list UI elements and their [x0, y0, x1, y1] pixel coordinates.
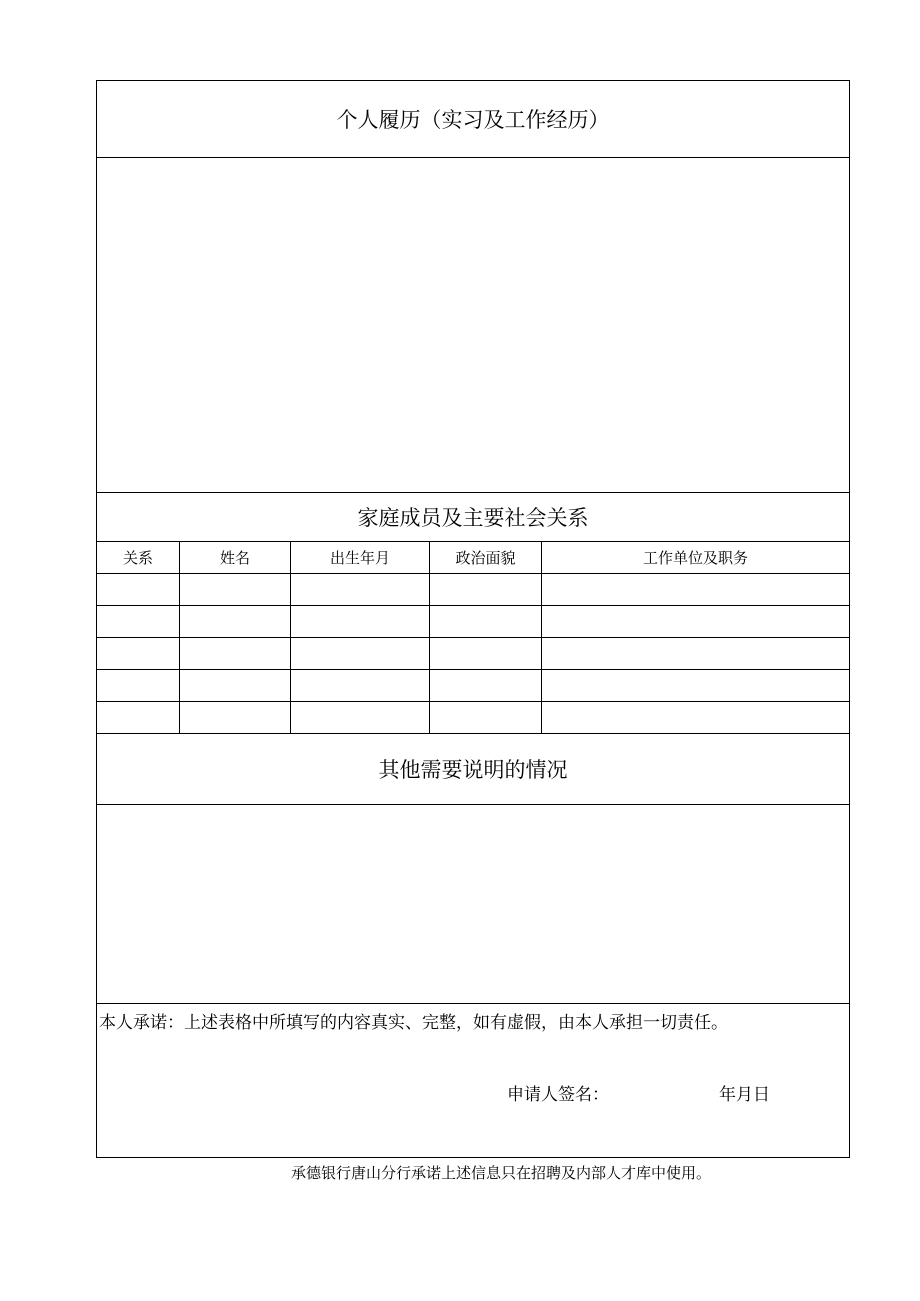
cell-birth-date[interactable]: [291, 606, 430, 638]
cell-relation[interactable]: [97, 702, 180, 734]
other-section-title: 其他需要说明的情况: [97, 734, 850, 805]
table-row: [97, 670, 850, 702]
cell-birth-date[interactable]: [291, 670, 430, 702]
cell-political-status[interactable]: [430, 638, 542, 670]
application-form: [96, 80, 849, 1158]
resume-input-area[interactable]: [97, 158, 850, 493]
family-section-title: 家庭成员及主要社会关系: [97, 493, 850, 542]
cell-employer-position[interactable]: [542, 670, 850, 702]
cell-name[interactable]: [180, 638, 291, 670]
cell-political-status[interactable]: [430, 702, 542, 734]
column-header-employer-position: 工作单位及职务: [542, 542, 850, 574]
cell-relation[interactable]: [97, 670, 180, 702]
pledge-box: [97, 1004, 850, 1158]
cell-employer-position[interactable]: [542, 574, 850, 606]
cell-birth-date[interactable]: [291, 574, 430, 606]
cell-relation[interactable]: [97, 638, 180, 670]
form-table: [96, 80, 850, 1158]
table-row: [97, 574, 850, 606]
privacy-note: 承德银行唐山分行承诺上述信息只在招聘及内部人才库中使用。: [291, 1164, 712, 1182]
table-row: [97, 606, 850, 638]
cell-political-status[interactable]: [430, 670, 542, 702]
column-header-political-status: 政治面貌: [430, 542, 542, 574]
table-row: [97, 638, 850, 670]
cell-name[interactable]: [180, 574, 291, 606]
cell-name[interactable]: [180, 670, 291, 702]
cell-birth-date[interactable]: [291, 702, 430, 734]
cell-employer-position[interactable]: [542, 606, 850, 638]
cell-political-status[interactable]: [430, 574, 542, 606]
column-header-relation: 关系: [97, 542, 180, 574]
cell-relation[interactable]: [97, 606, 180, 638]
date-label: 年月日: [719, 1085, 770, 1105]
column-header-name: 姓名: [180, 542, 291, 574]
column-header-birth-date: 出生年月: [291, 542, 430, 574]
cell-political-status[interactable]: [430, 606, 542, 638]
family-table-header: [97, 542, 850, 574]
cell-employer-position[interactable]: [542, 638, 850, 670]
resume-section-title: 个人履历（实习及工作经历）: [97, 81, 850, 158]
signature-label: 申请人签名：: [507, 1085, 609, 1105]
cell-relation[interactable]: [97, 574, 180, 606]
cell-birth-date[interactable]: [291, 638, 430, 670]
cell-name[interactable]: [180, 702, 291, 734]
cell-employer-position[interactable]: [542, 702, 850, 734]
other-input-area[interactable]: [97, 805, 850, 1004]
table-row: [97, 702, 850, 734]
pledge-statement: 本人承诺：上述表格中所填写的内容真实、完整，如有虚假，由本人承担一切责任。: [99, 1013, 728, 1033]
cell-name[interactable]: [180, 606, 291, 638]
